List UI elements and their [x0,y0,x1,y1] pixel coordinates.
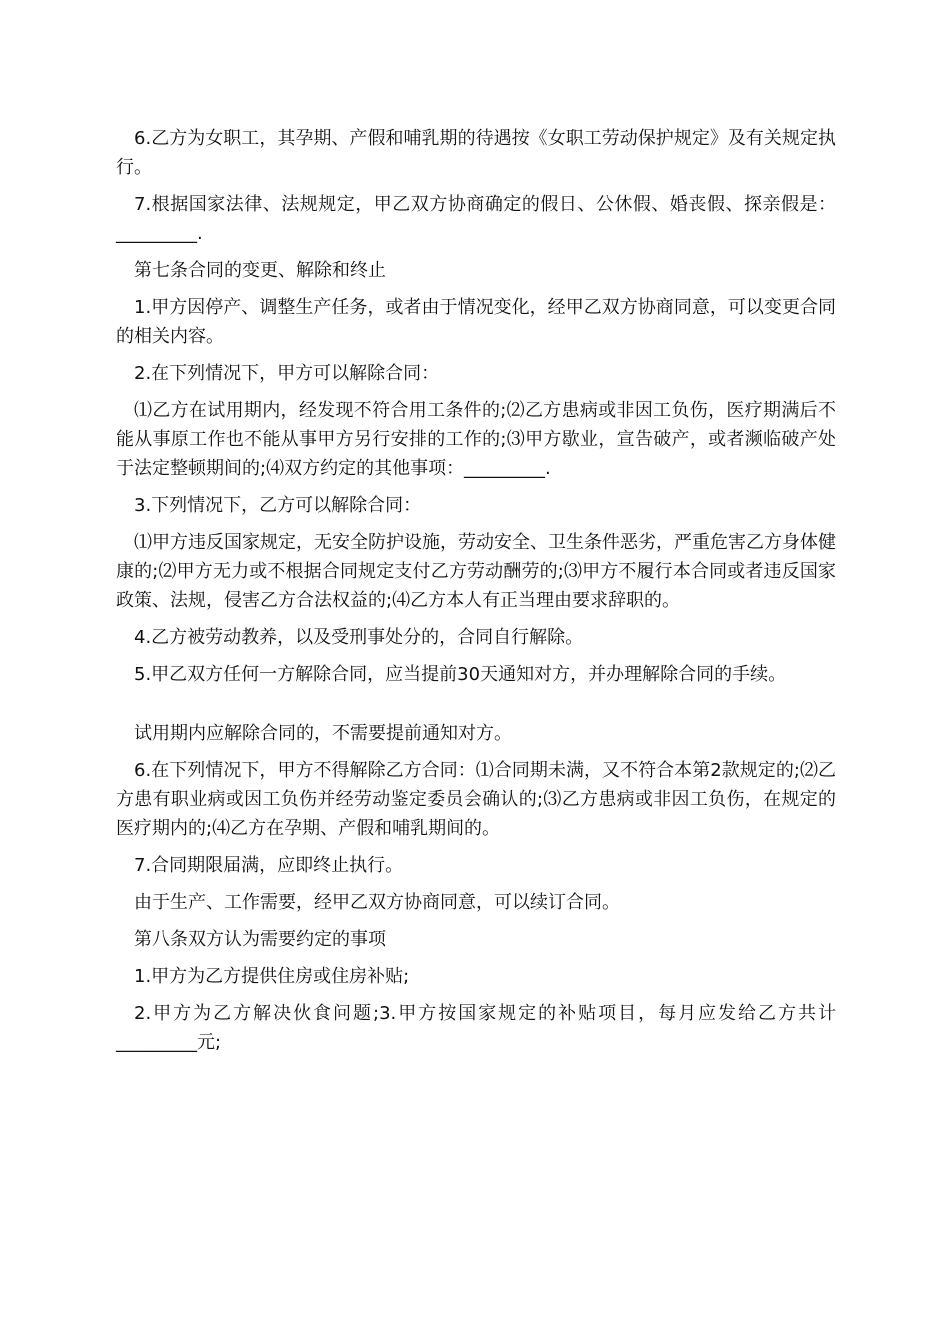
paragraph-employer-termination-intro: 2.在下列情况下，甲方可以解除合同： [134,363,440,384]
paragraph-contract-change: 1.甲方因停产、调整生产任务，或者由于情况变化，经甲乙双方协商同意，可以变更合同的相关内容。 [116,297,836,347]
document-page [116,124,836,1065]
paragraph-contract-renewal: 由于生产、工作需要，经甲乙双方协商同意，可以续订合同。 [134,892,620,913]
paragraph-meals-and-subsidy: 2.甲方为乙方解决伙食问题;3.甲方按国家规定的补贴项目，每月应发给乙方共计_________元; [116,1003,836,1053]
section-heading-article-7: 第七条合同的变更、解除和终止 [134,260,386,281]
paragraph-probation-notice: 试用期内应解除合同的，不需要提前通知对方。 [134,723,512,744]
paragraph-employer-termination-cases: ⑴乙方在试用期内，经发现不符合用工条件的;⑵乙方患病或非因工负伤，医疗期满后不能从事原工作也不能从事甲方另行安排的工作的;⑶甲方歇业，宣告破产，或者濒临破产处于法定整顿期间的;⑷双方约定的其他事项：_________. [116,400,836,479]
paragraph-no-termination-cases: 6.在下列情况下，甲方不得解除乙方合同：⑴合同期未满，又不符合本第2款规定的;⑵乙方患有职业病或因工负伤并经劳动鉴定委员会确认的;⑶乙方患病或非因工负伤，在规定的医疗期内的;⑷乙方在孕期、产假和哺乳期间的。 [116,760,836,839]
paragraph-automatic-termination: 4.乙方被劳动教养，以及受刑事处分的，合同自行解除。 [134,627,584,648]
paragraph-gap [116,697,836,719]
paragraph-housing: 1.甲方为乙方提供住房或住房补贴; [134,966,410,987]
paragraph-employee-termination-cases: ⑴甲方违反国家规定，无安全防护设施，劳动安全、卫生条件恶劣，严重危害乙方身体健康的;⑵甲方无力或不根据合同规定支付乙方劳动酬劳的;⑶甲方不履行本合同或者违反国家政策、法规，侵害乙方合法权益的;⑷乙方本人有正当理由要求辞职的。 [116,532,836,611]
section-heading-article-8: 第八条双方认为需要约定的事项 [134,929,386,950]
paragraph-employee-termination-intro: 3.下列情况下，乙方可以解除合同： [134,495,422,516]
paragraph-notice-period: 5.甲乙双方任何一方解除合同，应当提前30天通知对方，并办理解除合同的手续。 [134,664,787,685]
paragraph-female-worker-benefits: 6.乙方为女职工，其孕期、产假和哺乳期的待遇按《女职工劳动保护规定》及有关规定执行。 [116,128,836,178]
paragraph-contract-expiry: 7.合同期限届满，应即终止执行。 [134,855,404,876]
paragraph-holidays: 7.根据国家法律、法规规定，甲乙双方协商确定的假日、公休假、婚丧假、探亲假是：_________. [116,194,836,244]
